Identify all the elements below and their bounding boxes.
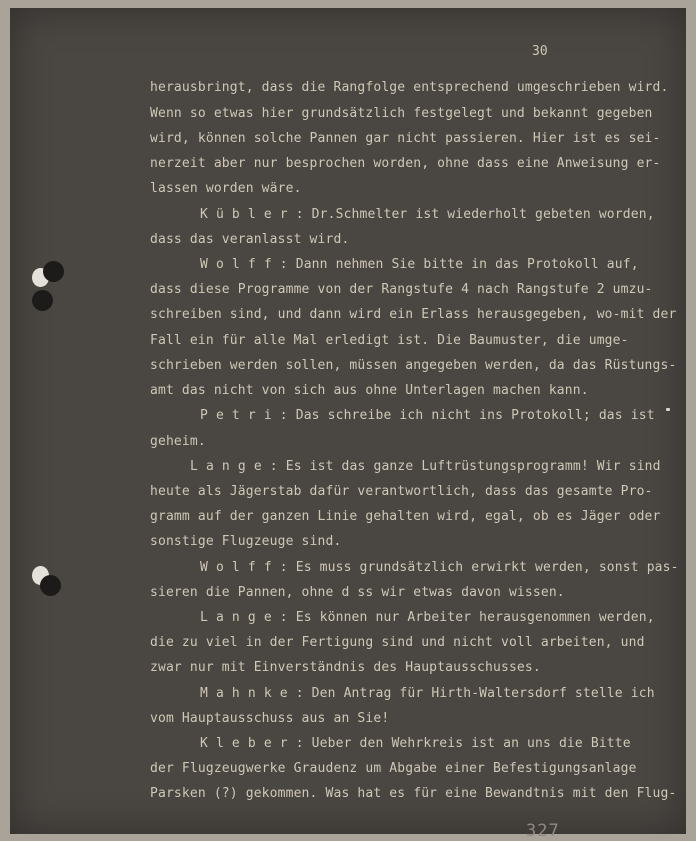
text-line: Wenn so etwas hier grundsätzlich festgelegt und bekannt gegeben — [150, 106, 653, 121]
speaker-line: W o l f f : Dann nehmen Sie bitte in das Protokoll auf, — [200, 257, 639, 272]
punch-hole — [43, 261, 64, 282]
text-line: schreiben sind, und dann wird ein Erlass herausgegeben, wo-mit der — [150, 307, 677, 322]
text-line: heute als Jägerstab dafür verantwortlich, dass das gesamte Pro- — [150, 484, 653, 499]
text-line: Parsken (?) gekommen. Was hat es für eine Bewandtnis mit den Flug- — [150, 786, 677, 801]
text-line: geheim. — [150, 434, 206, 449]
text-line: zwar nur mit Einverständnis des Hauptausschusses. — [150, 660, 541, 675]
text-line: dass das veranlasst wird. — [150, 232, 350, 247]
text-line: gramm auf der ganzen Linie gehalten wird, egal, ob es Jäger oder — [150, 509, 661, 524]
text-line: lassen worden wäre. — [150, 181, 302, 196]
text-line: amt das nicht von sich aus ohne Unterlagen machen kann. — [150, 383, 589, 398]
speaker-line: L a n g e : Es können nur Arbeiter herausgenommen werden, — [200, 610, 655, 625]
speaker-line: L a n g e : Es ist das ganze Luftrüstungsprogramm! Wir sind — [190, 459, 661, 474]
speaker-line: P e t r i : Das schreibe ich nicht ins Protokoll; das ist — [200, 408, 655, 423]
page-number: 30 — [532, 44, 548, 59]
punch-hole — [32, 290, 53, 311]
text-line: Fall ein für alle Mal erledigt ist. Die Baumuster, die umge- — [150, 333, 629, 348]
text-line: die zu viel in der Fertigung sind und nicht voll arbeiten, und — [150, 635, 645, 650]
speaker-line: K l e b e r : Ueber den Wehrkreis ist an uns die Bitte — [200, 736, 631, 751]
speaker-line: W o l f f : Es muss grundsätzlich erwirkt werden, sonst pas- — [200, 560, 679, 575]
text-line: wird, können solche Pannen gar nicht passieren. Hier ist es sei- — [150, 131, 661, 146]
text-line: der Flugzeugwerke Graudenz um Abgabe einer Befestigungsanlage — [150, 761, 637, 776]
text-line: sonstige Flugzeuge sind. — [150, 534, 342, 549]
text-line: sieren die Pannen, ohne d ss wir etwas davon wissen. — [150, 585, 565, 600]
text-line: nerzeit aber nur besprochen worden, ohne dass eine Anweisung er- — [150, 156, 661, 171]
text-line: dass diese Programme von der Rangstufe 4 nach Rangstufe 2 umzu- — [150, 282, 653, 297]
text-line: vom Hauptausschuss aus an Sie! — [150, 711, 390, 726]
punch-hole — [40, 575, 61, 596]
archive-stamp-number: 327 — [526, 821, 560, 841]
speaker-line: M a h n k e : Den Antrag für Hirth-Waltersdorf stelle ich — [200, 686, 655, 701]
speaker-line: K ü b l e r : Dr.Schmelter ist wiederholt gebeten worden, — [200, 207, 655, 222]
document-page — [10, 8, 686, 841]
text-line: herausbringt, dass die Rangfolge entsprechend umgeschrieben wird. — [150, 80, 669, 95]
paper-speck — [666, 408, 670, 411]
text-line: schrieben werden sollen, müssen angegeben werden, da das Rüstungs- — [150, 358, 677, 373]
